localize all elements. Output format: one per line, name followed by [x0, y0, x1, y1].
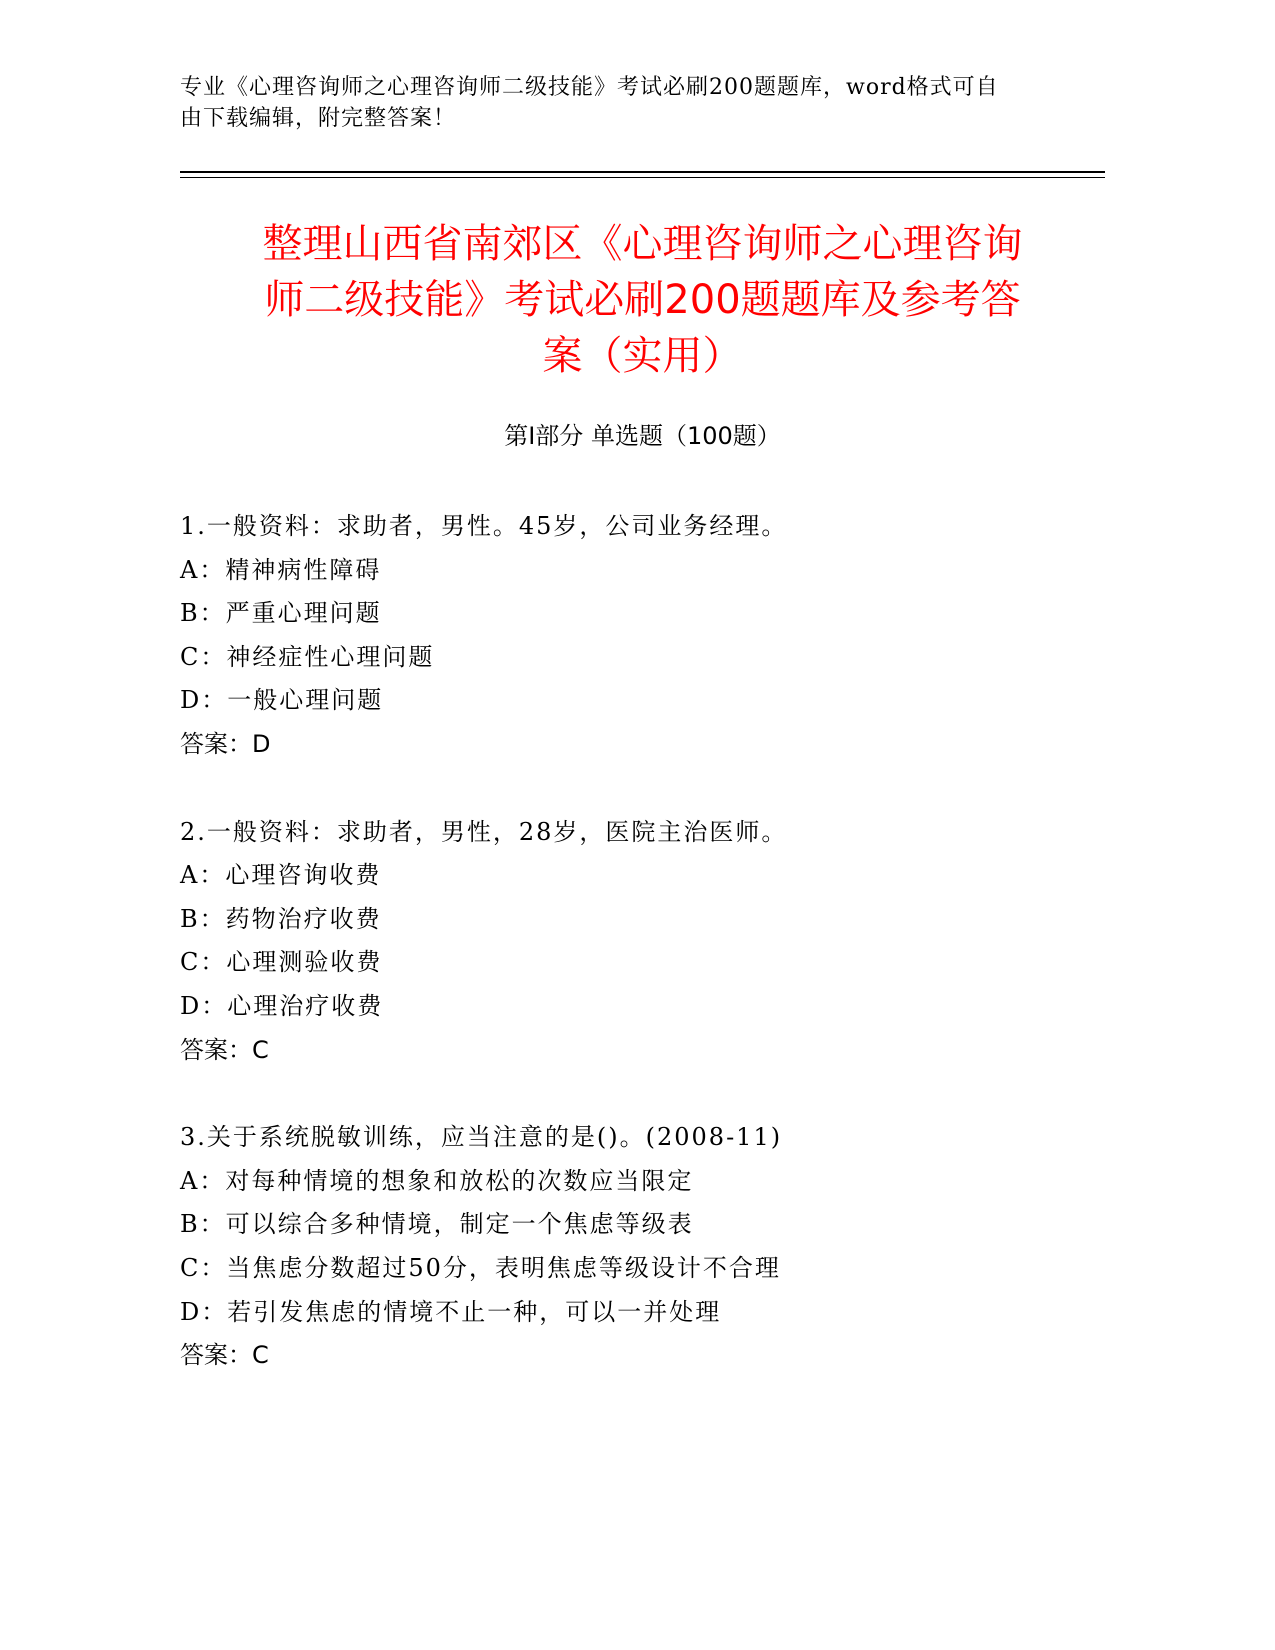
header-rule-thick: [180, 171, 1105, 173]
question-item: [180, 1116, 1105, 1378]
option-b: B：严重心理问题: [180, 599, 382, 628]
answer-line: 答案：C: [180, 1035, 269, 1064]
question-stem: 1.一般资料：求助者，男性。45岁，公司业务经理。: [180, 512, 788, 540]
document-title: [180, 216, 1105, 384]
header-note-line-2: 由下载编辑，附完整答案！: [180, 106, 457, 131]
header-rule-thin: [180, 177, 1105, 178]
question-stem: 3.关于系统脱敏训练，应当注意的是()。(2008-11): [180, 1123, 783, 1152]
option-a: A：精神病性障碍: [180, 555, 382, 584]
option-b: B：可以综合多种情境，制定一个焦虑等级表: [180, 1210, 694, 1239]
option-d: D：若引发焦虑的情境不止一种，可以一并处理: [180, 1297, 722, 1326]
title-line-3: 案（实用）: [542, 333, 743, 379]
question-stem: 2.一般资料：求助者，男性，28岁，医院主治医师。: [180, 817, 788, 846]
option-c: C：心理测验收费: [180, 948, 383, 977]
answer-line: 答案：C: [180, 1341, 269, 1370]
title-line-1: 整理山西省南郊区《心理咨询师之心理咨询: [262, 221, 1023, 267]
option-d: D：心理治疗收费: [180, 991, 384, 1020]
question-list: [180, 505, 1105, 1422]
title-line-2: 师二级技能》考试必刷200题题库及参考答: [264, 277, 1021, 323]
option-a: A：对每种情境的想象和放松的次数应当限定: [180, 1166, 694, 1195]
option-b: B：药物治疗收费: [180, 904, 382, 933]
answer-line: 答案：D: [180, 729, 271, 758]
header-note-line-1: 专业《心理咨询师之心理咨询师二级技能》考试必刷200题题库，word格式可自: [180, 75, 999, 100]
header-note: [180, 72, 1060, 134]
section-heading: 第Ⅰ部分 单选题（100题）: [504, 422, 781, 450]
question-item: [180, 811, 1105, 1073]
option-a: A：心理咨询收费: [180, 861, 382, 890]
option-c: C：当焦虑分数超过50分，表明焦虑等级设计不合理: [180, 1253, 781, 1282]
question-item: [180, 505, 1105, 767]
option-d: D：一般心理问题: [180, 686, 384, 715]
option-c: C：神经症性心理问题: [180, 642, 435, 671]
